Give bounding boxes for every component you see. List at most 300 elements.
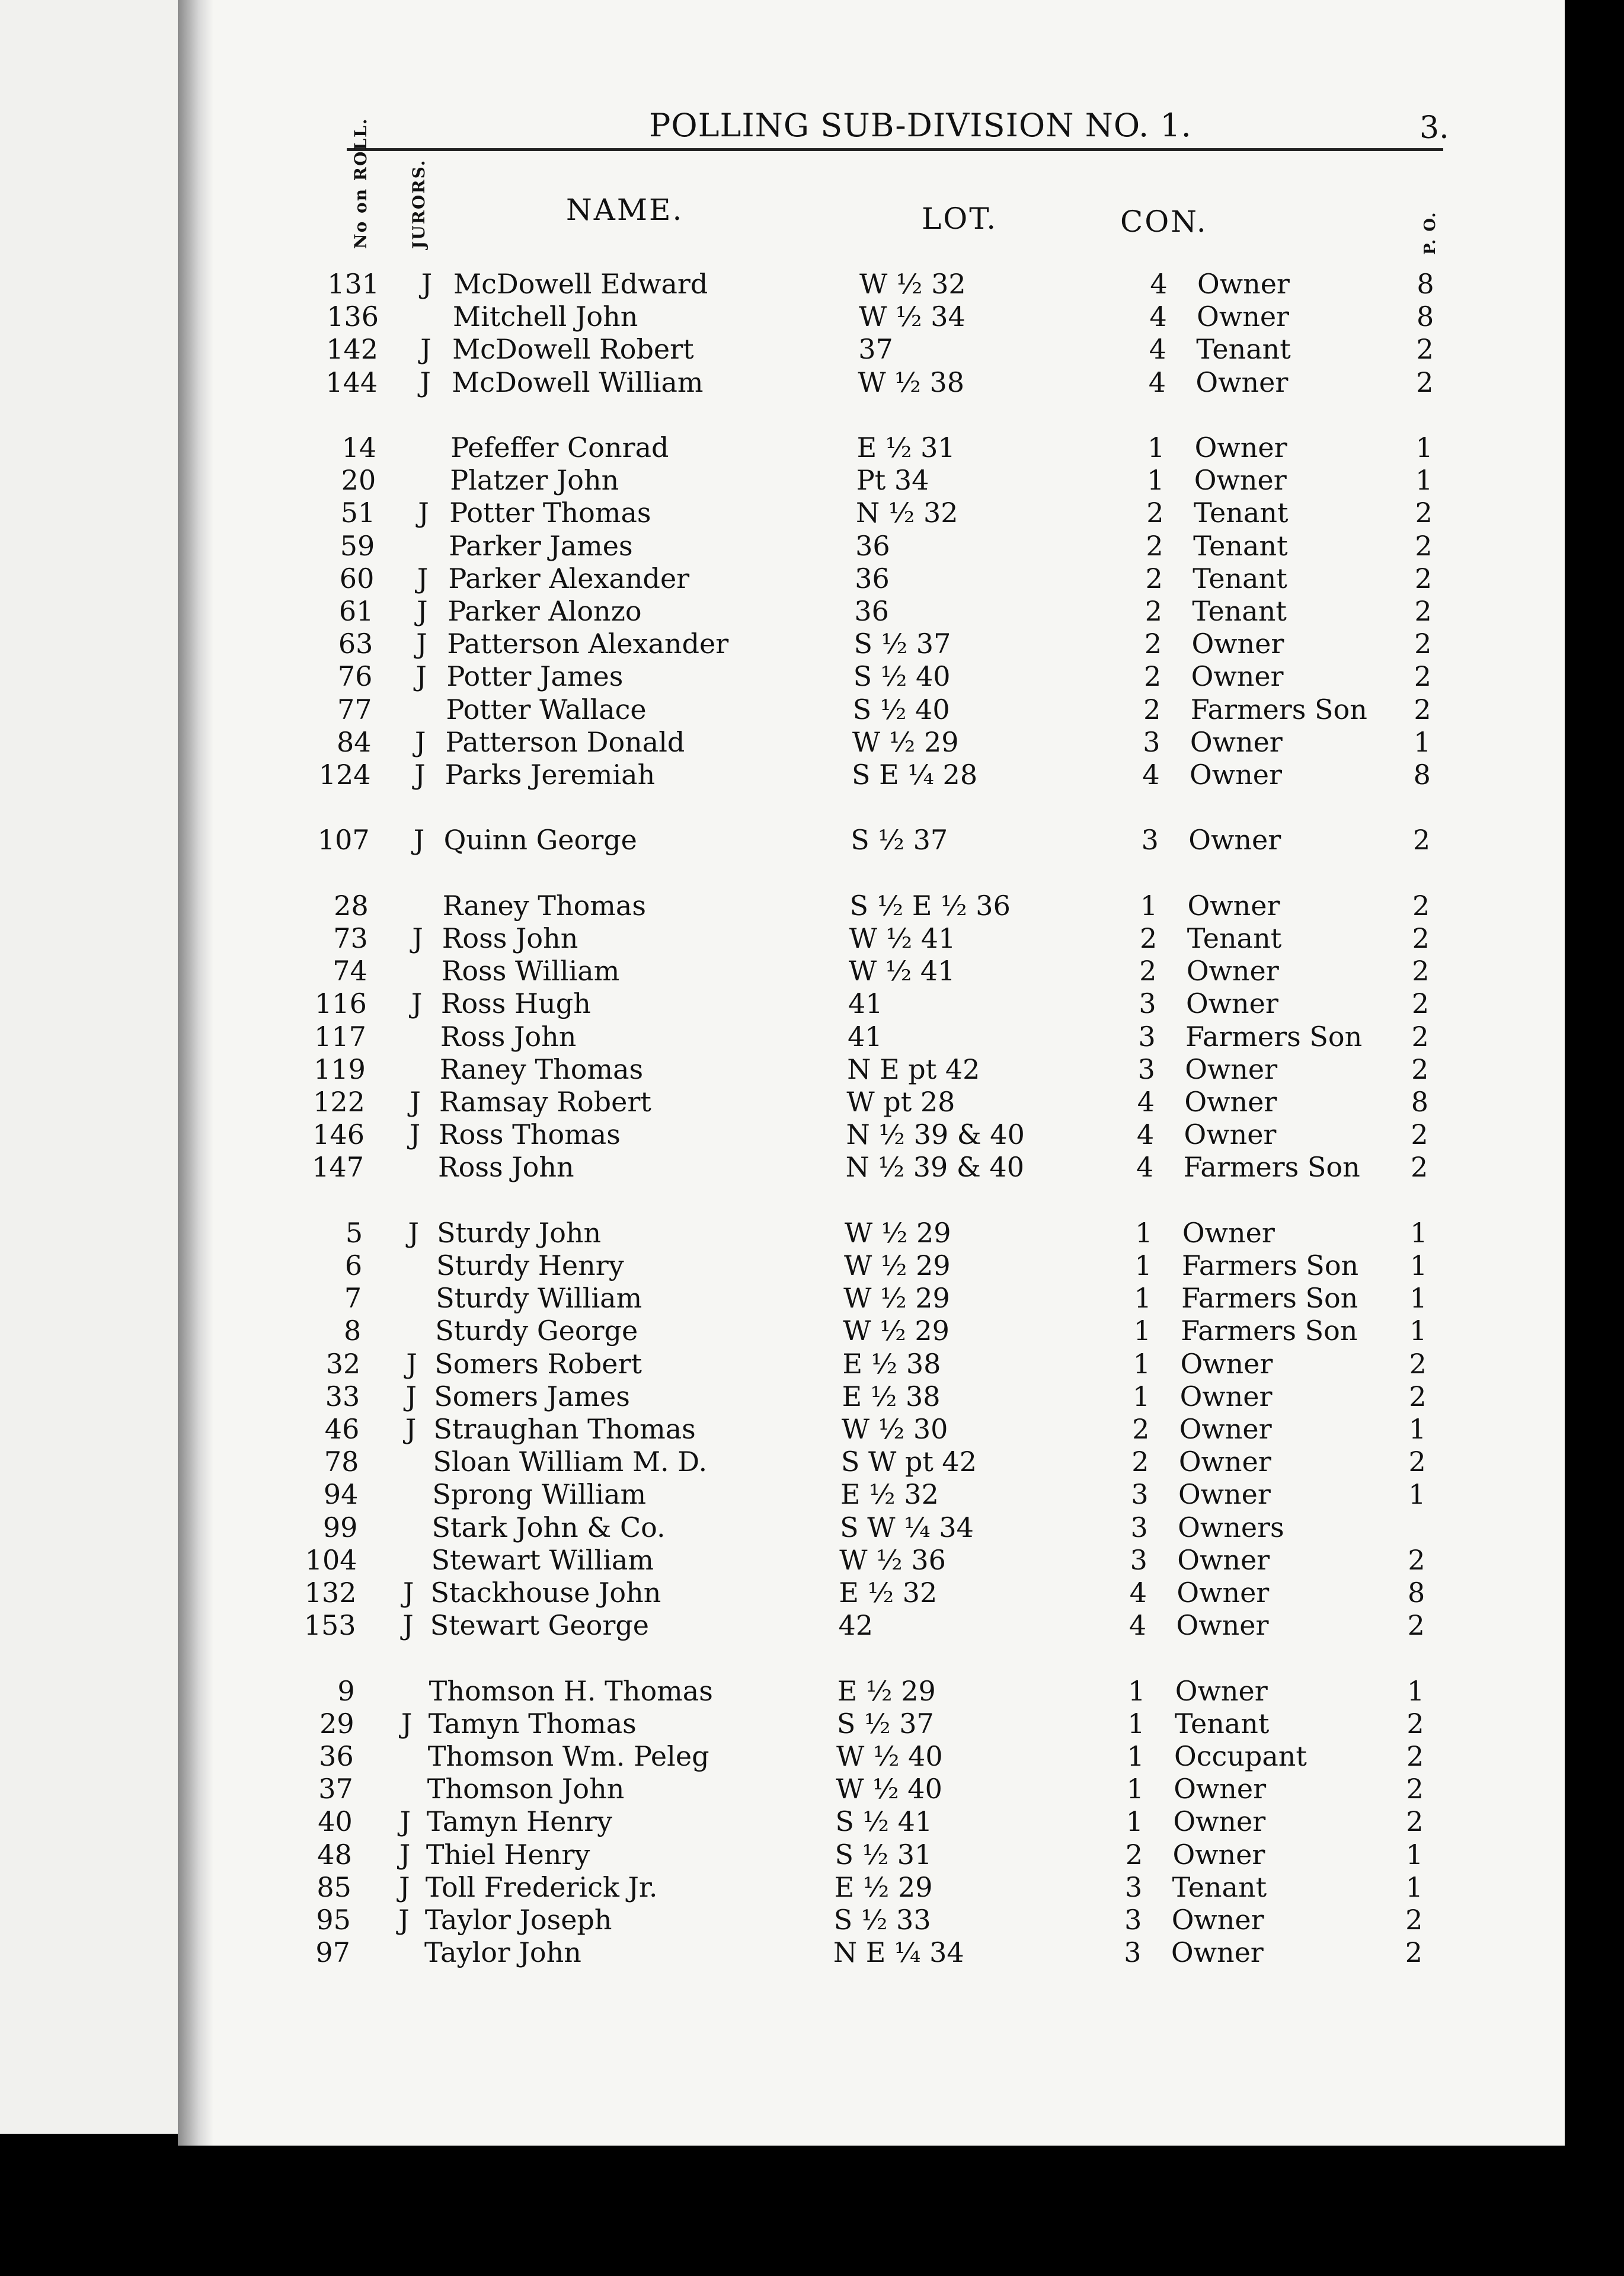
table-row (0, 1380, 1624, 1413)
roll-number: 94 (323, 1478, 359, 1511)
post-office-value: 1 (1415, 431, 1433, 463)
post-office-value: 2 (1410, 1151, 1428, 1184)
status-value: Owner (1177, 1543, 1270, 1576)
table-row (0, 955, 1624, 987)
status-value: Farmers Son (1181, 1282, 1358, 1315)
table-row (0, 464, 1624, 497)
lot-value: 36 (854, 595, 889, 627)
juror-mark: J (402, 1609, 414, 1642)
roll-number: 122 (313, 1086, 365, 1118)
lot-value: 41 (848, 987, 883, 1020)
post-office-value: 8 (1413, 759, 1431, 791)
concession-value: 2 (1140, 922, 1158, 954)
roll-number: 14 (341, 431, 377, 463)
lot-value: W ½ 29 (844, 1216, 951, 1249)
status-value: Owner (1197, 268, 1290, 300)
roll-number: 51 (340, 497, 376, 529)
roll-number: 84 (336, 725, 372, 758)
lot-value: S ½ 40 (852, 693, 950, 725)
table-row (0, 1282, 1624, 1315)
lot-value: Pt 34 (856, 464, 929, 497)
juror-mark: J (414, 759, 426, 791)
status-value: Owner (1174, 1773, 1267, 1805)
voter-name: Quinn George (443, 824, 637, 856)
post-office-value: 2 (1412, 955, 1430, 987)
post-office-value: 1 (1413, 725, 1431, 758)
lot-value: N ½ 39 & 40 (846, 1118, 1025, 1151)
table-row (0, 1904, 1624, 1936)
voter-name: Stewart William (431, 1543, 654, 1576)
juror-mark: J (411, 987, 423, 1020)
concession-value: 4 (1136, 1118, 1155, 1151)
roll-number: 136 (327, 301, 379, 333)
table-row (0, 922, 1624, 955)
status-value: Owner (1175, 1674, 1268, 1707)
juror-mark: J (399, 1805, 411, 1838)
lot-value: 37 (858, 333, 893, 366)
concession-value: 4 (1142, 759, 1160, 791)
voter-name: Stackhouse John (430, 1577, 661, 1609)
lot-value: E ½ 29 (837, 1674, 936, 1707)
concession-value: 4 (1129, 1609, 1147, 1642)
table-row (0, 987, 1624, 1020)
status-value: Tenant (1187, 922, 1282, 954)
concession-value: 1 (1126, 1805, 1143, 1838)
status-value: Owner (1180, 1347, 1273, 1380)
concession-value: 1 (1132, 1380, 1150, 1412)
voter-name: Taylor John (424, 1936, 581, 1969)
roll-number: 97 (315, 1936, 350, 1969)
post-office-value: 2 (1414, 628, 1432, 660)
header-rule (347, 148, 1443, 151)
table-row (0, 1151, 1624, 1184)
table-row (0, 660, 1624, 693)
lot-value: 36 (855, 529, 890, 562)
roll-number: 99 (322, 1511, 358, 1543)
concession-value: 1 (1127, 1740, 1145, 1772)
roll-number: 132 (304, 1577, 357, 1609)
post-office-value: 2 (1414, 595, 1432, 627)
status-value: Owner (1173, 1805, 1266, 1838)
post-office-value: 2 (1408, 1446, 1426, 1478)
voter-name: Potter Thomas (449, 497, 651, 529)
lot-value: 36 (855, 562, 890, 594)
juror-mark: J (417, 595, 428, 627)
juror-mark: J (398, 1904, 410, 1936)
concession-value: 3 (1143, 725, 1161, 758)
lot-value: W ½ 32 (859, 268, 966, 300)
post-office-value: 8 (1411, 1086, 1429, 1118)
roll-number: 78 (324, 1446, 359, 1478)
post-office-value: 2 (1406, 1773, 1424, 1805)
status-value: Tenant (1193, 529, 1288, 562)
voter-name: Ross Hugh (440, 987, 591, 1020)
lot-value: E ½ 38 (842, 1380, 941, 1412)
table-row (0, 1478, 1624, 1511)
post-office-value: 2 (1414, 693, 1431, 725)
status-value: Owner (1194, 431, 1287, 463)
voter-name: Pefeffer Conrad (450, 431, 669, 463)
voter-name: Tamyn Henry (426, 1805, 613, 1838)
status-value: Owner (1190, 725, 1283, 758)
post-office-value: 1 (1406, 1674, 1425, 1707)
concession-value: 2 (1125, 1838, 1143, 1871)
roll-number: 46 (324, 1413, 360, 1445)
status-value: Owner (1188, 824, 1281, 856)
concession-value: 2 (1146, 497, 1164, 529)
juror-mark: J (402, 1577, 414, 1609)
status-value: Farmers Son (1181, 1315, 1358, 1347)
roll-number: 37 (318, 1773, 353, 1805)
table-row (0, 1053, 1624, 1086)
roll-number: 32 (325, 1347, 361, 1380)
roll-number: 147 (312, 1151, 365, 1184)
voter-name: Ross John (440, 1020, 577, 1053)
lot-value: W ½ 30 (841, 1413, 948, 1445)
post-office-value: 1 (1405, 1871, 1423, 1903)
status-value: Owner (1171, 1936, 1264, 1969)
table-row (0, 1446, 1624, 1478)
roll-number: 28 (334, 889, 369, 922)
concession-value: 1 (1135, 1216, 1153, 1249)
roll-number: 131 (327, 268, 379, 300)
concession-value: 1 (1134, 1282, 1152, 1315)
roll-number: 146 (312, 1118, 365, 1151)
roll-number: 60 (339, 562, 375, 594)
table-row (0, 1936, 1624, 1969)
voter-name: Sturdy William (436, 1282, 642, 1315)
voter-name: McDowell Edward (453, 268, 708, 300)
table-row (0, 726, 1624, 759)
table-row (0, 1249, 1624, 1282)
concession-value: 1 (1133, 1347, 1151, 1380)
concession-value: 2 (1139, 955, 1157, 987)
concession-value: 3 (1141, 824, 1159, 856)
lot-value: 42 (838, 1609, 874, 1642)
concession-value: 1 (1147, 464, 1165, 497)
roll-number: 119 (314, 1053, 366, 1085)
lot-value: N E pt 42 (847, 1053, 980, 1085)
table-row (0, 366, 1624, 399)
lot-value: W pt 28 (846, 1086, 955, 1118)
status-value: Owner (1186, 955, 1279, 987)
juror-mark: J (421, 268, 433, 300)
page-number: 3. (1420, 110, 1449, 146)
lot-value: W ½ 29 (843, 1315, 950, 1347)
status-value: Owner (1187, 889, 1280, 922)
status-value: Owner (1185, 987, 1278, 1020)
table-row (0, 1511, 1624, 1544)
lot-value: S ½ 41 (835, 1805, 933, 1838)
concession-value: 1 (1127, 1707, 1145, 1740)
table-row (0, 1871, 1624, 1904)
concession-value: 1 (1126, 1773, 1144, 1805)
status-value: Owner (1197, 301, 1290, 333)
post-office-value: 1 (1409, 1315, 1427, 1347)
juror-mark: J (405, 1380, 417, 1412)
status-value: Tenant (1192, 595, 1287, 627)
voter-name: Somers Robert (434, 1347, 642, 1380)
lot-value: N E ¼ 34 (833, 1936, 964, 1969)
table-row (0, 562, 1624, 595)
juror-mark: J (408, 1216, 419, 1249)
concession-value: 2 (1143, 660, 1162, 693)
lot-value: W ½ 34 (859, 301, 966, 333)
voter-name: Ross William (441, 955, 620, 987)
col-head-no-on-roll: No on ROLL. (351, 117, 370, 249)
roll-number: 63 (338, 628, 373, 660)
voter-name: Potter Wallace (446, 693, 647, 725)
status-value: Owner (1179, 1413, 1272, 1445)
juror-mark: J (417, 562, 429, 594)
status-value: Owner (1195, 366, 1289, 398)
concession-value: 4 (1137, 1086, 1155, 1118)
roll-number: 6 (344, 1249, 363, 1281)
voter-name: Sloan William M. D. (433, 1446, 708, 1478)
concession-value: 3 (1124, 1904, 1142, 1936)
post-office-value: 2 (1406, 1707, 1424, 1740)
roll-number: 95 (316, 1904, 351, 1936)
col-head-po: P. O. (1421, 211, 1439, 255)
roll-number: 36 (319, 1740, 354, 1772)
status-value: Owner (1190, 759, 1282, 791)
concession-value: 4 (1150, 268, 1168, 300)
voter-name: Parker James (449, 529, 633, 562)
voter-name: Parks Jeremiah (445, 759, 656, 791)
roll-number: 61 (338, 595, 374, 627)
status-value: Farmers Son (1185, 1020, 1363, 1053)
voter-name: Platzer John (450, 464, 619, 497)
concession-value: 1 (1133, 1315, 1151, 1347)
lot-value: E ½ 32 (840, 1478, 939, 1511)
voter-name: Parker Alexander (448, 562, 690, 594)
juror-mark: J (420, 333, 431, 366)
post-office-value: 2 (1405, 1936, 1423, 1969)
table-row (0, 1348, 1624, 1380)
concession-value: 3 (1124, 1936, 1142, 1969)
voter-name: Ross Thomas (439, 1118, 621, 1151)
lot-value: W ½ 41 (849, 922, 956, 954)
juror-mark: J (415, 660, 427, 693)
concession-value: 3 (1131, 1478, 1149, 1511)
voter-name: Straughan Thomas (433, 1413, 696, 1445)
juror-mark: J (414, 725, 426, 758)
table-row (0, 530, 1624, 562)
concession-value: 3 (1138, 1020, 1156, 1053)
roll-number: 59 (340, 529, 375, 562)
concession-value: 4 (1136, 1151, 1154, 1184)
concession-value: 2 (1132, 1413, 1150, 1445)
table-row (0, 824, 1624, 856)
voter-name: Thomson H. Thomas (429, 1674, 713, 1707)
status-value: Tenant (1174, 1707, 1270, 1740)
status-value: Owner (1176, 1609, 1269, 1642)
status-value: Farmers Son (1182, 1249, 1359, 1281)
table-row (0, 1544, 1624, 1577)
post-office-value: 8 (1416, 301, 1434, 333)
post-office-value: 2 (1405, 1904, 1423, 1936)
concession-value: 2 (1131, 1446, 1149, 1478)
table-row (0, 1021, 1624, 1053)
post-office-value: 2 (1415, 497, 1433, 529)
lot-value: W ½ 29 (852, 725, 959, 758)
post-office-value: 2 (1411, 1118, 1428, 1151)
table-row (0, 268, 1624, 301)
table-row (0, 1577, 1624, 1609)
roll-number: 29 (319, 1707, 354, 1740)
table-row (0, 628, 1624, 660)
roll-number: 144 (325, 366, 378, 398)
roll-number: 40 (318, 1805, 353, 1838)
voter-name: Patterson Alexander (447, 628, 729, 660)
juror-mark: J (399, 1838, 411, 1871)
roll-number: 8 (343, 1315, 362, 1347)
post-office-value: 1 (1405, 1838, 1424, 1871)
voter-name: Raney Thomas (442, 889, 646, 922)
voter-name: Raney Thomas (439, 1053, 644, 1085)
concession-value: 4 (1129, 1577, 1147, 1609)
status-value: Tenant (1193, 562, 1287, 594)
concession-value: 4 (1148, 366, 1166, 398)
voter-name: Sturdy Henry (436, 1249, 624, 1281)
voter-name: Stark John & Co. (431, 1511, 666, 1543)
post-office-value: 2 (1412, 824, 1431, 856)
concession-value: 2 (1145, 562, 1163, 594)
status-value: Tenant (1172, 1871, 1267, 1903)
status-value: Owner (1184, 1118, 1277, 1151)
concession-value: 2 (1143, 693, 1161, 725)
col-head-name: NAME. (566, 193, 684, 227)
lot-value: S ½ 37 (853, 628, 951, 660)
post-office-value: 2 (1411, 1020, 1429, 1053)
voter-name: Mitchell John (453, 301, 638, 333)
table-row (0, 333, 1624, 366)
voter-name: Taylor Joseph (424, 1904, 612, 1936)
post-office-value: 2 (1412, 922, 1430, 954)
lot-value: S ½ 40 (853, 660, 951, 693)
table-row (0, 1708, 1624, 1740)
post-office-value: 2 (1407, 1609, 1425, 1642)
juror-mark: J (406, 1347, 417, 1380)
voter-name: Ross John (442, 922, 578, 954)
table-row (0, 301, 1624, 333)
table-row (0, 595, 1624, 628)
table-row (0, 1086, 1624, 1118)
status-value: Owner (1179, 1380, 1273, 1412)
lot-value: W ½ 38 (858, 366, 965, 398)
post-office-value: 2 (1414, 660, 1432, 693)
table-row (0, 1413, 1624, 1446)
lot-value: S E ¼ 28 (852, 759, 978, 791)
roll-number: 104 (305, 1543, 357, 1576)
lot-value: W ½ 40 (836, 1773, 942, 1805)
concession-value: 4 (1149, 301, 1167, 333)
status-value: Tenant (1196, 333, 1291, 366)
post-office-value: 1 (1410, 1216, 1428, 1249)
post-office-value: 2 (1409, 1380, 1427, 1412)
post-office-value: 2 (1408, 1543, 1425, 1576)
post-office-value: 8 (1417, 268, 1434, 300)
lot-value: E ½ 31 (856, 431, 955, 463)
table-row (0, 1805, 1624, 1838)
lot-value: W ½ 29 (844, 1249, 951, 1281)
lot-value: E ½ 29 (834, 1871, 933, 1903)
status-value: Owner (1191, 660, 1284, 693)
lot-value: W ½ 29 (843, 1282, 950, 1315)
juror-mark: J (405, 1413, 417, 1445)
concession-value: 2 (1145, 595, 1162, 627)
voter-name: Sturdy John (437, 1216, 602, 1249)
status-value: Farmers Son (1183, 1151, 1360, 1184)
voter-name: Sturdy George (435, 1315, 638, 1347)
page-title: POLLING SUB-DIVISION NO. 1. (649, 107, 1192, 144)
col-head-con: CON. (1120, 204, 1208, 239)
lot-value: S ½ 31 (835, 1838, 932, 1871)
table-row (0, 1217, 1624, 1249)
lot-value: S ½ E ½ 36 (849, 889, 1011, 922)
juror-mark: J (409, 1118, 421, 1151)
table-row (0, 1773, 1624, 1805)
lot-value: S ½ 33 (833, 1904, 931, 1936)
concession-value: 3 (1137, 1053, 1155, 1085)
concession-value: 1 (1147, 431, 1165, 463)
lot-value: N ½ 39 & 40 (845, 1151, 1024, 1184)
lot-value: W ½ 41 (848, 955, 955, 987)
table-row (0, 1740, 1624, 1773)
lot-value: S W ¼ 34 (840, 1511, 974, 1543)
concession-value: 2 (1144, 628, 1162, 660)
roll-number: 153 (303, 1609, 356, 1642)
juror-mark: J (401, 1707, 413, 1740)
concession-value: 2 (1146, 529, 1163, 562)
post-office-value: 2 (1411, 987, 1430, 1020)
roll-number: 33 (325, 1380, 360, 1412)
post-office-value: 1 (1408, 1413, 1427, 1445)
post-office-value: 2 (1416, 333, 1434, 366)
status-value: Owners (1178, 1511, 1284, 1543)
lot-value: S W pt 42 (840, 1446, 977, 1478)
table-row (0, 497, 1624, 529)
post-office-value: 2 (1414, 562, 1433, 594)
post-office-value: 2 (1416, 366, 1434, 398)
roll-number: 20 (341, 464, 376, 497)
roll-number: 9 (337, 1674, 355, 1707)
status-value: Owner (1178, 1478, 1271, 1511)
lot-value: 41 (848, 1020, 883, 1053)
status-value: Farmers Son (1190, 693, 1367, 725)
lot-value: S ½ 37 (836, 1707, 934, 1740)
status-value: Owner (1178, 1446, 1271, 1478)
table-row (0, 1839, 1624, 1871)
post-office-value: 2 (1409, 1347, 1427, 1380)
roll-number: 76 (337, 660, 373, 693)
concession-value: 1 (1140, 889, 1158, 922)
concession-value: 3 (1124, 1871, 1143, 1903)
roll-number: 7 (344, 1282, 362, 1315)
voter-name: Potter James (446, 660, 624, 693)
voter-name: Sprong William (432, 1478, 647, 1511)
concession-value: 3 (1130, 1543, 1147, 1576)
concession-value: 4 (1149, 333, 1166, 366)
concession-value: 3 (1139, 987, 1156, 1020)
table-row (0, 431, 1624, 464)
status-value: Owner (1171, 1904, 1264, 1936)
voter-name: Ramsay Robert (439, 1086, 651, 1118)
post-office-value: 2 (1412, 889, 1430, 922)
post-office-value: 1 (1409, 1282, 1427, 1315)
voter-name: Ross John (438, 1151, 574, 1184)
voter-name: Parker Alonzo (447, 595, 642, 627)
